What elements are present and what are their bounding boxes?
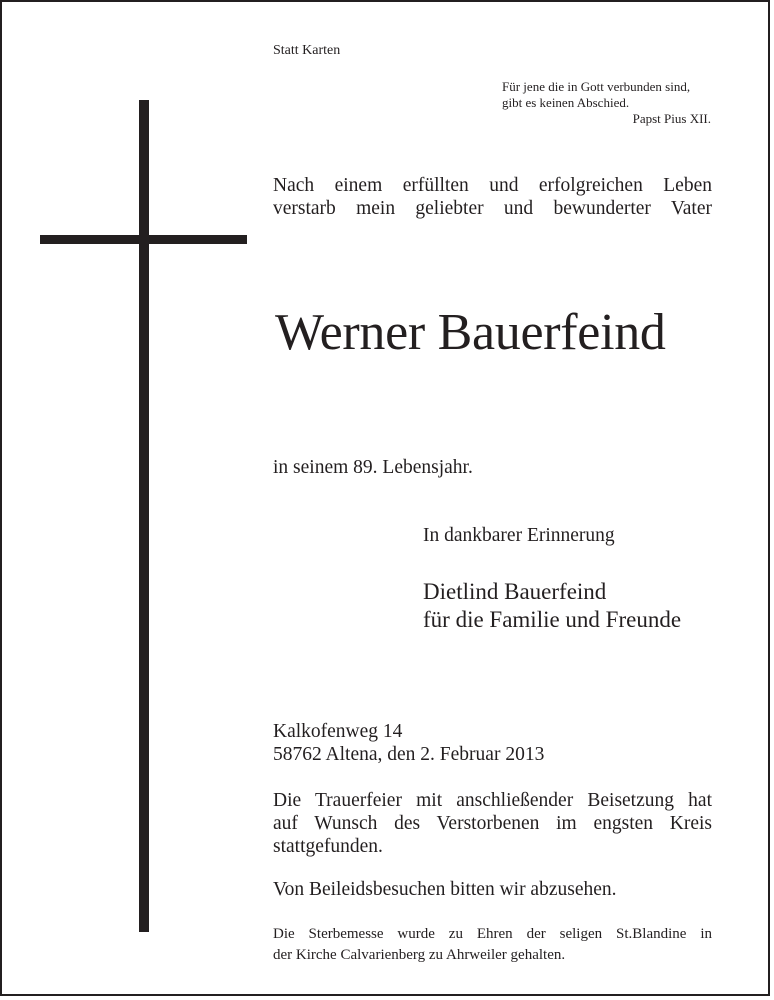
mass-line: der Kirche Calvarienberg zu Ahrweiler gehalten. [273, 947, 566, 963]
mourner-family: für die Familie und Freunde [423, 607, 682, 632]
funeral-line: Die Trauerfeier mit anschließender Beisetzung hat [273, 790, 712, 811]
intro-line: verstarb mein geliebter und bewunderter Vater [273, 198, 712, 219]
quote-line: Für jene die in Gott verbunden sind, [502, 79, 691, 94]
address-block [273, 720, 544, 766]
mass-line: Die Sterbemesse wurde zu Ehren der seligen St.Blandine in [273, 926, 712, 942]
mourner-name: Dietlind Bauerfeind [423, 579, 607, 604]
condolence-note: Von Beileidsbesuchen bitten wir abzusehen. [273, 879, 617, 900]
intro-text [273, 174, 712, 220]
quote-line: gibt es keinen Abschied. [502, 95, 630, 110]
statt-karten-label: Statt Karten [273, 43, 341, 58]
address-city-date: 58762 Altena, den 2. Februar 2013 [273, 744, 545, 765]
funeral-line: stattgefunden. [273, 836, 383, 857]
funeral-text [273, 789, 712, 858]
funeral-line: auf Wunsch des Verstorbenen im engsten Kreis [273, 813, 712, 834]
quote-author: Papst Pius XII. [632, 111, 711, 126]
deceased-name: Werner Bauerfeind [275, 304, 666, 361]
address-street: Kalkofenweg 14 [273, 721, 403, 742]
intro-line: Nach einem erfüllten und erfolgreichen Leben [273, 175, 712, 196]
bible-quote [502, 79, 711, 127]
age-text: in seinem 89. Lebensjahr. [273, 457, 473, 478]
mourners-block [423, 578, 681, 634]
cross-vertical-bar [139, 100, 149, 932]
mass-note [273, 924, 712, 966]
memorial-caption: In dankbarer Erinnerung [423, 525, 615, 546]
cross-horizontal-bar [40, 235, 247, 244]
